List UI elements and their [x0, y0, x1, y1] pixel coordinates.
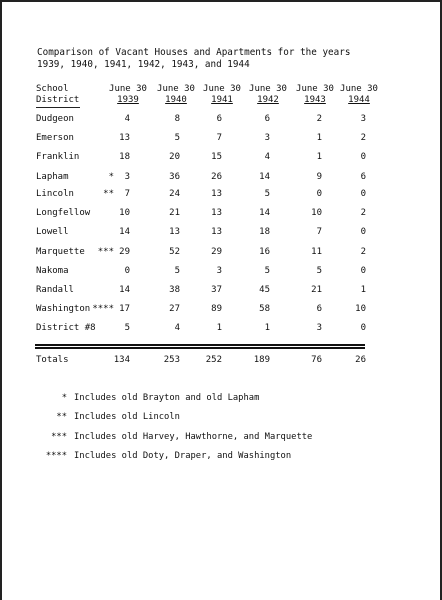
row-value-cell: 4 — [264, 152, 270, 162]
footnote-mark: ** — [56, 412, 67, 422]
row-value-cell: 16 — [259, 247, 270, 257]
row-value-cell: 45 — [259, 285, 270, 295]
header-year-3 — [200, 84, 244, 106]
row-value-cell: 37 — [211, 285, 222, 295]
header-school-line2: District — [36, 95, 80, 105]
row-district-name: Washington — [36, 304, 91, 314]
title-line-1: Comparison of Vacant Houses and Apartments for the years — [37, 47, 351, 58]
header-year-6 — [337, 84, 381, 106]
row-footnote-mark: *** — [97, 247, 114, 257]
row-district-name: Dudgeon — [36, 114, 74, 124]
header-year-4 — [246, 84, 290, 106]
footnote-mark: *** — [51, 432, 67, 442]
row-value-cell: 5 — [174, 133, 180, 143]
header-year-line2: 1944 — [348, 95, 370, 105]
row-value-cell: 5 — [264, 189, 270, 199]
row-value-cell: 10 — [311, 208, 322, 218]
header-year-2 — [154, 84, 198, 106]
totals-value: 252 — [205, 355, 222, 365]
row-value-cell: 3 — [360, 114, 366, 124]
row-value-cell: 21 — [311, 285, 322, 295]
header-year-line2: 1942 — [257, 95, 279, 105]
row-value-cell: 24 — [169, 189, 180, 199]
row-value-cell: 11 — [311, 247, 322, 257]
row-value-cell: 1 — [360, 285, 366, 295]
row-district-name: Emerson — [36, 133, 74, 143]
row-value-cell: 13 — [169, 227, 180, 237]
header-school-line1: School — [36, 84, 69, 94]
row-value-cell: 27 — [169, 304, 180, 314]
row-value-cell: 0 — [360, 266, 366, 276]
row-district-name: Lincoln — [36, 189, 74, 199]
row-value-cell: 89 — [211, 304, 222, 314]
header-year-1 — [106, 84, 150, 106]
row-district-name: Lapham — [36, 172, 69, 182]
row-value-cell: 13 — [211, 189, 222, 199]
row-value-cell: 2 — [360, 133, 366, 143]
row-value-cell: 15 — [211, 152, 222, 162]
row-value-cell: 1 — [216, 323, 222, 333]
row-value-cell: 18 — [119, 152, 130, 162]
row-value-cell: 2 — [360, 208, 366, 218]
header-year-line2: 1941 — [211, 95, 233, 105]
header-year-line1: June 30 — [296, 84, 334, 94]
row-value-cell: 10 — [119, 208, 130, 218]
row-value-cell: 4 — [174, 323, 180, 333]
row-district-name: Franklin — [36, 152, 80, 162]
row-value-cell: 52 — [169, 247, 180, 257]
totals-rule — [35, 344, 365, 346]
totals-value: 26 — [355, 355, 366, 365]
row-value-cell: 14 — [119, 227, 130, 237]
row-value-cell: 5 — [316, 266, 322, 276]
row-value-cell: 9 — [316, 172, 322, 182]
row-footnote-mark: * — [108, 172, 114, 182]
totals-value: 253 — [163, 355, 180, 365]
header-school — [36, 84, 79, 106]
row-value-cell: 18 — [259, 227, 270, 237]
row-district-name: Longfellow — [36, 208, 91, 218]
row-footnote-mark: ** — [103, 189, 114, 199]
row-value-cell: 13 — [119, 133, 130, 143]
row-value-cell: 17 — [119, 304, 130, 314]
row-value-cell: 4 — [124, 114, 130, 124]
title-line-2: 1939, 1940, 1941, 1942, 1943, and 1944 — [37, 59, 250, 70]
row-value-cell: 7 — [316, 227, 322, 237]
row-value-cell: 0 — [360, 227, 366, 237]
header-year-line1: June 30 — [203, 84, 241, 94]
row-value-cell: 0 — [360, 323, 366, 333]
row-value-cell: 1 — [316, 152, 322, 162]
row-value-cell: 5 — [174, 266, 180, 276]
header-year-line1: June 30 — [249, 84, 287, 94]
header-year-line2: 1943 — [304, 95, 326, 105]
row-value-cell: 0 — [360, 152, 366, 162]
row-value-cell: 0 — [360, 189, 366, 199]
row-value-cell: 6 — [264, 114, 270, 124]
totals-value: 134 — [113, 355, 130, 365]
footnote-mark: * — [61, 393, 67, 403]
row-value-cell: 38 — [169, 285, 180, 295]
row-value-cell: 8 — [174, 114, 180, 124]
row-value-cell: 58 — [259, 304, 270, 314]
row-value-cell: 0 — [316, 189, 322, 199]
row-value-cell: 7 — [124, 189, 130, 199]
row-value-cell: 14 — [259, 208, 270, 218]
row-value-cell: 29 — [119, 247, 130, 257]
header-year-5 — [293, 84, 337, 106]
header-year-line1: June 30 — [340, 84, 378, 94]
row-footnote-mark: **** — [92, 304, 114, 314]
row-value-cell: 1 — [316, 133, 322, 143]
footnote-mark: **** — [45, 451, 67, 461]
row-value-cell: 5 — [264, 266, 270, 276]
footnote-text: Includes old Lincoln — [74, 412, 180, 422]
header-underline — [36, 107, 80, 108]
row-value-cell: 13 — [211, 208, 222, 218]
row-value-cell: 21 — [169, 208, 180, 218]
row-value-cell: 2 — [316, 114, 322, 124]
row-district-name: Lowell — [36, 227, 69, 237]
row-value-cell: 1 — [264, 323, 270, 333]
row-value-cell: 7 — [216, 133, 222, 143]
row-value-cell: 26 — [211, 172, 222, 182]
row-district-name: Marquette — [36, 247, 85, 257]
row-value-cell: 3 — [124, 172, 130, 182]
totals-value: 76 — [311, 355, 322, 365]
row-value-cell: 14 — [259, 172, 270, 182]
header-year-line2: 1939 — [117, 95, 139, 105]
row-value-cell: 5 — [124, 323, 130, 333]
row-district-name: Nakoma — [36, 266, 69, 276]
totals-value: 189 — [253, 355, 270, 365]
footnote-text: Includes old Harvey, Hawthorne, and Marquette — [74, 432, 313, 442]
row-value-cell: 20 — [169, 152, 180, 162]
document-title — [37, 47, 350, 71]
row-value-cell: 0 — [124, 266, 130, 276]
footnote-text: Includes old Brayton and old Lapham — [74, 393, 260, 403]
totals-label: Totals — [36, 355, 69, 365]
header-year-line1: June 30 — [157, 84, 195, 94]
row-district-name: Randall — [36, 285, 74, 295]
row-district-name: District #8 — [36, 323, 96, 333]
row-value-cell: 36 — [169, 172, 180, 182]
row-value-cell: 3 — [316, 323, 322, 333]
header-year-line2: 1940 — [165, 95, 187, 105]
row-value-cell: 10 — [355, 304, 366, 314]
row-value-cell: 6 — [360, 172, 366, 182]
row-value-cell: 3 — [216, 266, 222, 276]
row-value-cell: 13 — [211, 227, 222, 237]
row-value-cell: 14 — [119, 285, 130, 295]
row-value-cell: 6 — [216, 114, 222, 124]
row-value-cell: 2 — [360, 247, 366, 257]
row-value-cell: 3 — [264, 133, 270, 143]
header-year-line1: June 30 — [109, 84, 147, 94]
row-value-cell: 29 — [211, 247, 222, 257]
totals-rule-2 — [35, 347, 365, 349]
footnote-text: Includes old Doty, Draper, and Washington — [74, 451, 292, 461]
row-value-cell: 6 — [316, 304, 322, 314]
